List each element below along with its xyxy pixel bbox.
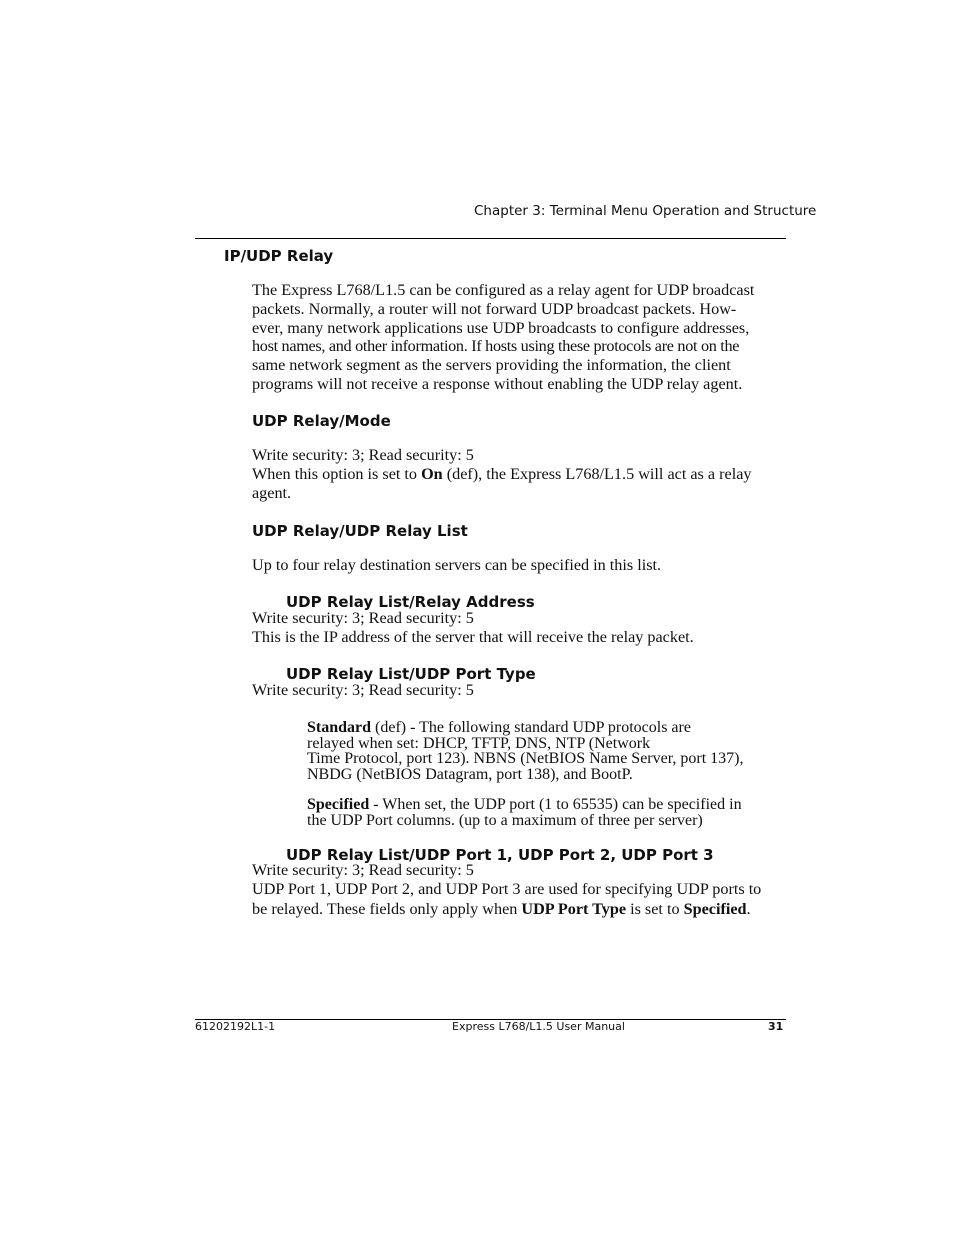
standard-text: (def) - The following standard UDP protocols are [371, 719, 691, 736]
doc-number: 61202192L1-1 [195, 1020, 276, 1033]
section-title: IP/UDP Relay [224, 247, 334, 265]
specified-label: Specified [307, 796, 370, 813]
intro-line: ever, many network applications use UDP broadcasts to configure addresses, [252, 318, 750, 337]
port-type-security: Write security: 3; Read security: 5 [252, 681, 474, 699]
ports-line-2 [252, 900, 787, 920]
standard-line-3: Time Protocol, port 123). NBNS (NetBIOS Name Server, port 137), [307, 750, 744, 768]
specified-text: - When set, the UDP port (1 to 65535) can be specified in [369, 796, 742, 813]
relay-address-text: This is the IP address of the server that will receive the relay packet. [252, 627, 694, 646]
ports-paragraph [252, 880, 787, 919]
intro-line: host names, and other information. If hosts using these protocols are not on the [252, 337, 740, 356]
ports-title: UDP Relay List/UDP Port 1, UDP Port 2, UDP Port 3 [286, 846, 714, 864]
mode-security: Write security: 3; Read security: 5 [252, 446, 474, 464]
mode-title: UDP Relay/Mode [252, 412, 391, 430]
intro-paragraph [252, 281, 787, 394]
specified-line-1 [307, 797, 777, 813]
specified-line-2: the UDP Port columns. (up to a maximum of three per server) [307, 811, 703, 829]
mode-text-pre: When this option is set to [252, 464, 422, 483]
standard-line-1 [307, 720, 777, 736]
ports-line-1: UDP Port 1, UDP Port 2, and UDP Port 3 are used for specifying UDP ports to [252, 880, 762, 898]
standard-label: Standard [307, 719, 372, 736]
specified-option [307, 797, 777, 828]
intro-line: The Express L768/L1.5 can be configured as a relay agent for UDP broadcast [252, 281, 755, 299]
relay-address-title: UDP Relay List/Relay Address [286, 593, 535, 611]
mode-text-post: (def), the Express L768/L1.5 will act as a relay [442, 464, 752, 483]
page-number: 31 [768, 1020, 784, 1033]
intro-line: packets. Normally, a router will not forward UDP broadcast packets. How- [252, 299, 737, 318]
standard-line-2: relayed when set: DHCP, TFTP, DNS, NTP (Network [307, 734, 651, 752]
header-rule [195, 238, 786, 239]
ports-text-pre: be relayed. These fields only apply when [252, 899, 522, 918]
ports-text-mid: is set to [626, 899, 684, 918]
mode-on-value: On [421, 464, 443, 483]
relay-address-paragraph [252, 609, 787, 647]
relay-list-title: UDP Relay/UDP Relay List [252, 522, 468, 540]
intro-line: programs will not receive a response without enabling the UDP relay agent. [252, 374, 743, 393]
relay-address-security: Write security: 3; Read security: 5 [252, 609, 474, 627]
standard-option [307, 720, 777, 782]
ports-text-post: . [746, 899, 751, 918]
standard-line-4: NBDG (NetBIOS Datagram, port 138), and BootP. [307, 765, 633, 783]
manual-title: Express L768/L1.5 User Manual [452, 1020, 625, 1033]
ports-security: Write security: 3; Read security: 5 [252, 861, 474, 879]
ports-specified-ref: Specified [683, 899, 747, 918]
port-type-title: UDP Relay List/UDP Port Type [286, 665, 536, 683]
running-head: Chapter 3: Terminal Menu Operation and Structure [474, 203, 817, 219]
intro-line: same network segment as the servers providing the information, the client [252, 356, 731, 375]
relay-list-text: Up to four relay destination servers can be specified in this list. [252, 556, 662, 574]
mode-line-2: agent. [252, 483, 292, 502]
ports-port-type-ref: UDP Port Type [521, 899, 627, 918]
mode-paragraph [252, 446, 787, 502]
mode-line-1 [252, 465, 787, 484]
